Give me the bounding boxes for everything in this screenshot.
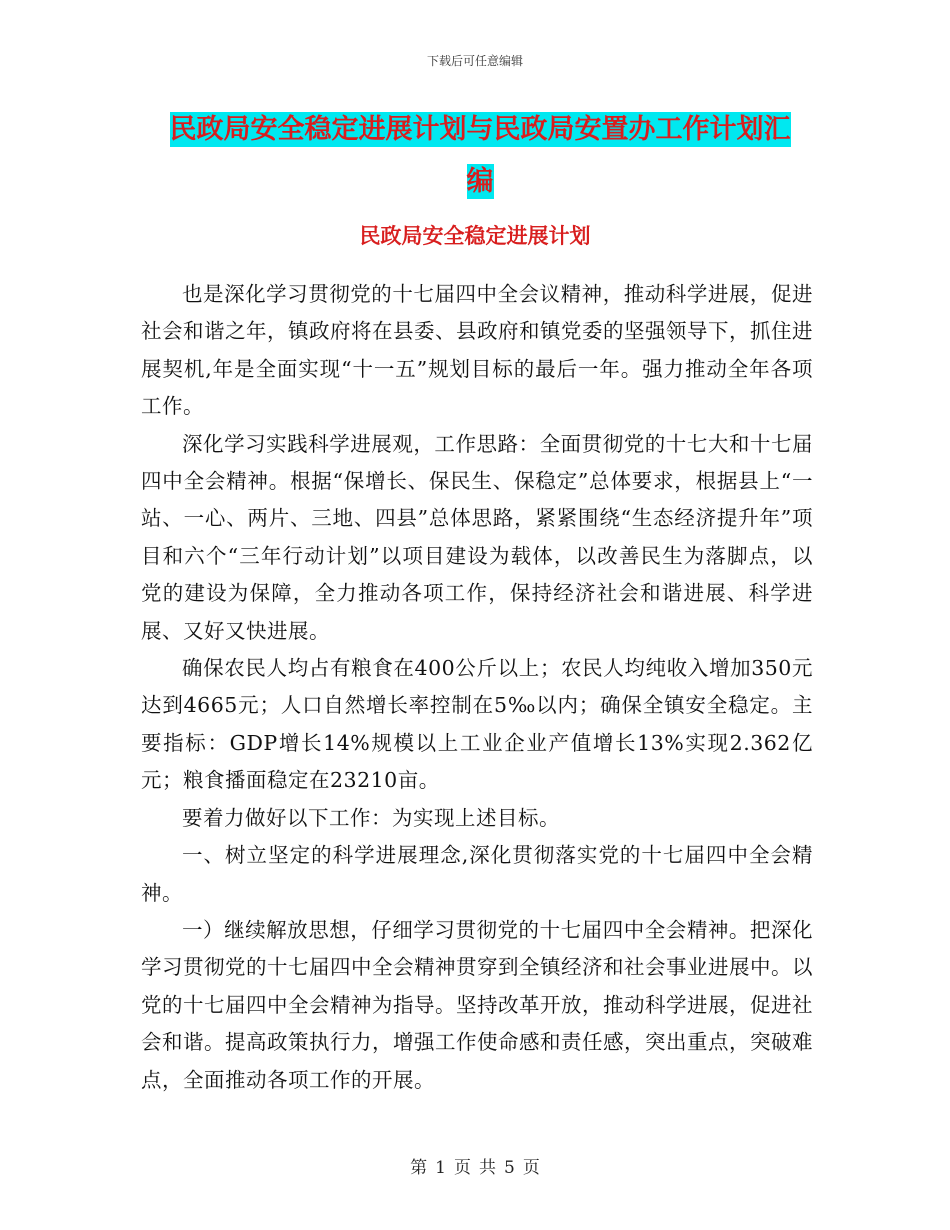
footer-total-pages: 5: [504, 1158, 515, 1178]
paragraph: 要着力做好以下工作：为实现上述目标。: [182, 805, 560, 830]
paragraph: 一、树立坚定的科学进展理念,深化贯彻落实党的十七届四中全会精神。: [141, 843, 813, 905]
document-title: [140, 104, 820, 208]
footer-prefix: 第: [410, 1158, 428, 1178]
paragraph: 确保农民人均占有粮食在400公斤以上；农民人均纯收入增加350元达到4665元；人口自然增长率控制在5‰以内；确保全镇安全稳定。主要指标：GDP增长14%规模以上工业企业产值增长13%实现2.362亿元；粮食播面稳定在23210亩。: [141, 656, 813, 793]
page-footer: [0, 1153, 950, 1178]
footer-suffix: 页: [522, 1158, 540, 1178]
paragraph: 深化学习实践科学进展观，工作思路：全面贯彻党的十七大和十七届四中全会精神。根据“保增长、保民生、保稳定”总体要求，根据县上“一站、一心、两片、三地、四县”总体思路，紧紧围绕“生态经济提升年”项目和六个“三年行动计划”以项目建设为载体，以改善民生为落脚点，以党的建设为保障，全力推动各项工作，保持经济社会和谐进展、科学进展、又好又快进展。: [141, 431, 813, 643]
document-title-line1: 民政局安全稳定进展计划与民政局安置办工作计划汇: [169, 114, 791, 145]
footer-page-word: 页: [454, 1158, 471, 1178]
section-title: 民政局安全稳定进展计划: [359, 224, 591, 248]
footer-current-page: 1: [435, 1158, 446, 1178]
paragraph: 也是深化学习贯彻党的十七届四中全会议精神，推动科学进展，促进社会和谐之年，镇政府将在县委、县政府和镇党委的坚强领导下，抓住进展契机,年是全面实现“十一五”规划目标的最后一年。强力推动全年各项工作。: [141, 282, 813, 419]
paragraph: 一）继续解放思想，仔细学习贯彻党的十七届四中全会精神。把深化学习贯彻党的十七届四中全会精神贯穿到全镇经济和社会事业进展中。以党的十七届四中全会精神为指导。坚持改革开放，推动科学进展，促进社会和谐。提高政策执行力，增强工作使命感和责任感，突出重点，突破难点，全面推动各项工作的开展。: [141, 917, 813, 1092]
document-body: [141, 276, 813, 1099]
document-title-line2: 编: [466, 166, 494, 197]
footer-total-prefix: 共: [479, 1158, 496, 1178]
page-header-note: 下载后可任意编辑: [426, 54, 523, 68]
